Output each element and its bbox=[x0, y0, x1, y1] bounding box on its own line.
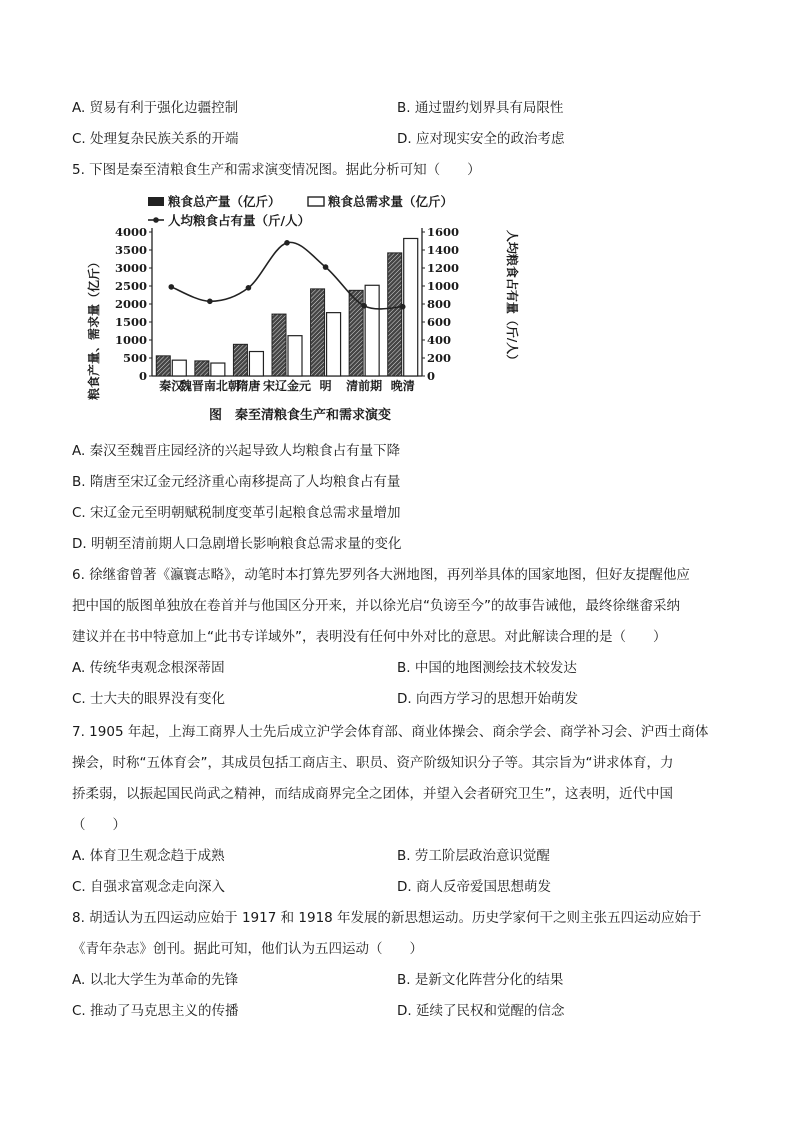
q4-option-d: D. 应对现实安全的政治考虑 bbox=[397, 131, 565, 147]
percapita-point bbox=[168, 284, 174, 290]
x-tick-label: 宋辽金元 bbox=[262, 379, 312, 393]
y2-tick-label: 800 bbox=[427, 297, 452, 311]
bar-production bbox=[233, 344, 247, 376]
q7-stem-line-3: 挢柔弱，以振起国民尚武之精神，而结成商界完全之团体，并望入会者研究卫生”，这表明，近代中国 bbox=[72, 786, 673, 802]
x-tick-label: 晚清 bbox=[390, 379, 415, 393]
percapita-point bbox=[284, 240, 290, 246]
x-tick-label: 秦汉 bbox=[159, 379, 184, 393]
legend-percapita-marker bbox=[153, 217, 159, 223]
y-tick-label: 1000 bbox=[114, 333, 147, 347]
q4-option-c: C. 处理复杂民族关系的开端 bbox=[72, 131, 239, 147]
chart-bars bbox=[156, 238, 417, 376]
chart-title: 图 秦至清粮食生产和需求演变 bbox=[208, 408, 392, 423]
q4-option-a: A. 贸易有利于强化边疆控制 bbox=[72, 100, 239, 116]
bar-demand bbox=[288, 336, 302, 376]
q5-option-a: A. 秦汉至魏晋庄园经济的兴起导致人均粮食占有量下降 bbox=[72, 443, 401, 459]
q7-option-a: A. 体育卫生观念趋于成熟 bbox=[72, 848, 225, 864]
q5-option-b: B. 隋唐至宋辽金元经济重心南移提高了人均粮食占有量 bbox=[72, 474, 401, 490]
legend-demand-swatch bbox=[308, 197, 324, 206]
legend-production-label: 粮食总产量（亿斤） bbox=[168, 194, 281, 209]
x-tick-label: 隋唐 bbox=[236, 379, 261, 393]
bar-demand bbox=[365, 285, 379, 376]
percapita-point bbox=[400, 304, 406, 310]
q8-stem-line-2: 《青年杂志》创刊。据此可知，他们认为五四运动（ ） bbox=[72, 941, 423, 957]
q7-option-c: C. 自强求富观念走向深入 bbox=[72, 879, 226, 895]
q8-option-a: A. 以北大学生为革命的先锋 bbox=[72, 972, 239, 988]
bar-production bbox=[195, 361, 209, 376]
q7-stem-line-4: （ ） bbox=[72, 817, 126, 833]
x-tick-label: 明 bbox=[319, 379, 332, 393]
y-tick-label: 500 bbox=[122, 351, 147, 365]
percapita-point bbox=[361, 303, 367, 309]
q7-option-d: D. 商人反帝爱国思想萌发 bbox=[397, 879, 551, 895]
bar-demand bbox=[172, 360, 186, 376]
y-axis-title: 粮食产量、需求量（亿斤） bbox=[87, 255, 101, 401]
q6-stem-line-3: 建议并在书中特意加上“此书专详域外”，表明没有任何中外对比的意思。对此解读合理的是（ ） bbox=[72, 629, 667, 645]
y2-tick-label: 600 bbox=[427, 315, 452, 329]
x-tick-label: 清前期 bbox=[346, 379, 383, 393]
q8-option-c: C. 推动了马克思主义的传播 bbox=[72, 1003, 239, 1019]
y-tick-label: 1500 bbox=[114, 315, 147, 329]
q6-stem-line-1: 6. 徐继畬曾著《瀛寰志略》，动笔时本打算先罗列各大洲地图，再列举具体的国家地图，但好友提醒他应 bbox=[72, 567, 690, 583]
y2-axis-title: 人均粮食占有量（斤/人） bbox=[505, 229, 519, 367]
q5-stem: 5. 下图是秦至清粮食生产和需求演变情况图。据此分析可知（ ） bbox=[72, 162, 481, 178]
y2-tick-label: 1600 bbox=[427, 225, 460, 239]
q5-option-c: C. 宋辽金元至明朝赋税制度变革引起粮食总需求量增加 bbox=[72, 505, 401, 521]
q4-option-b: B. 通过盟约划界具有局限性 bbox=[397, 100, 564, 116]
bar-demand bbox=[404, 238, 418, 376]
y2-tick-label: 0 bbox=[427, 369, 436, 383]
legend-demand-label: 粮食总需求量（亿斤） bbox=[328, 194, 454, 209]
q8-option-d: D. 延续了民权和觉醒的信念 bbox=[397, 1003, 565, 1019]
grain-chart bbox=[86, 188, 519, 428]
bar-demand bbox=[211, 363, 225, 376]
q6-option-c: C. 士大夫的眼界没有变化 bbox=[72, 691, 226, 707]
y-tick-label: 0 bbox=[138, 369, 147, 383]
bar-production bbox=[272, 314, 286, 376]
q7-stem-line-1: 7. 1905 年起，上海工商界人士先后成立沪学会体育部、商业体操会、商余学会、商学补习会、沪西士商体 bbox=[72, 724, 709, 740]
legend-percapita-label: 人均粮食占有量（斤/人） bbox=[168, 213, 311, 228]
y-tick-label: 3500 bbox=[114, 243, 147, 257]
percapita-point bbox=[323, 264, 329, 270]
legend-production-swatch bbox=[148, 197, 164, 206]
y-tick-label: 3000 bbox=[114, 261, 147, 275]
y2-tick-label: 200 bbox=[427, 351, 452, 365]
bar-production bbox=[156, 356, 170, 376]
q6-option-a: A. 传统华夷观念根深蒂固 bbox=[72, 660, 225, 676]
chart-caption bbox=[209, 407, 391, 423]
bar-production bbox=[311, 289, 325, 376]
y2-tick-label: 1200 bbox=[427, 261, 460, 275]
y2-tick-label: 400 bbox=[427, 333, 452, 347]
q7-option-b: B. 劳工阶层政治意识觉醒 bbox=[397, 848, 550, 864]
bar-demand bbox=[327, 313, 341, 376]
q7-stem-line-2: 操会，时称“五体育会”，其成员包括工商店主、职员、资产阶级知识分子等。其宗旨为“讲求体育，力 bbox=[72, 755, 674, 771]
bar-demand bbox=[249, 352, 263, 376]
percapita-point bbox=[207, 299, 213, 305]
percapita-point bbox=[246, 285, 252, 291]
y-tick-label: 2500 bbox=[114, 279, 147, 293]
q6-stem-line-2: 把中国的版图单独放在卷首并与他国区分开来，并以徐光启“负谤至今”的故事告诫他，最终徐继畬采纳 bbox=[72, 598, 680, 614]
chart-x-labels bbox=[158, 378, 414, 393]
y2-tick-label: 1400 bbox=[427, 243, 460, 257]
q5-option-d: D. 明朝至清前期人口急剧增长影响粮食总需求量的变化 bbox=[72, 536, 402, 552]
chart-legend bbox=[148, 194, 453, 228]
y2-tick-label: 1000 bbox=[427, 279, 460, 293]
y-tick-label: 2000 bbox=[114, 297, 147, 311]
q8-option-b: B. 是新文化阵营分化的结果 bbox=[397, 972, 564, 988]
bar-production bbox=[388, 253, 402, 376]
q8-stem-line-1: 8. 胡适认为五四运动应始于 1917 和 1918 年发展的新思想运动。历史学家何干之则主张五四运动应始于 bbox=[72, 910, 702, 926]
q6-option-b: B. 中国的地图测绘技术较发达 bbox=[397, 660, 577, 676]
y-tick-label: 4000 bbox=[114, 225, 147, 239]
q6-option-d: D. 向西方学习的思想开始萌发 bbox=[397, 691, 578, 707]
x-tick-label: 魏晋南北朝 bbox=[179, 379, 240, 393]
